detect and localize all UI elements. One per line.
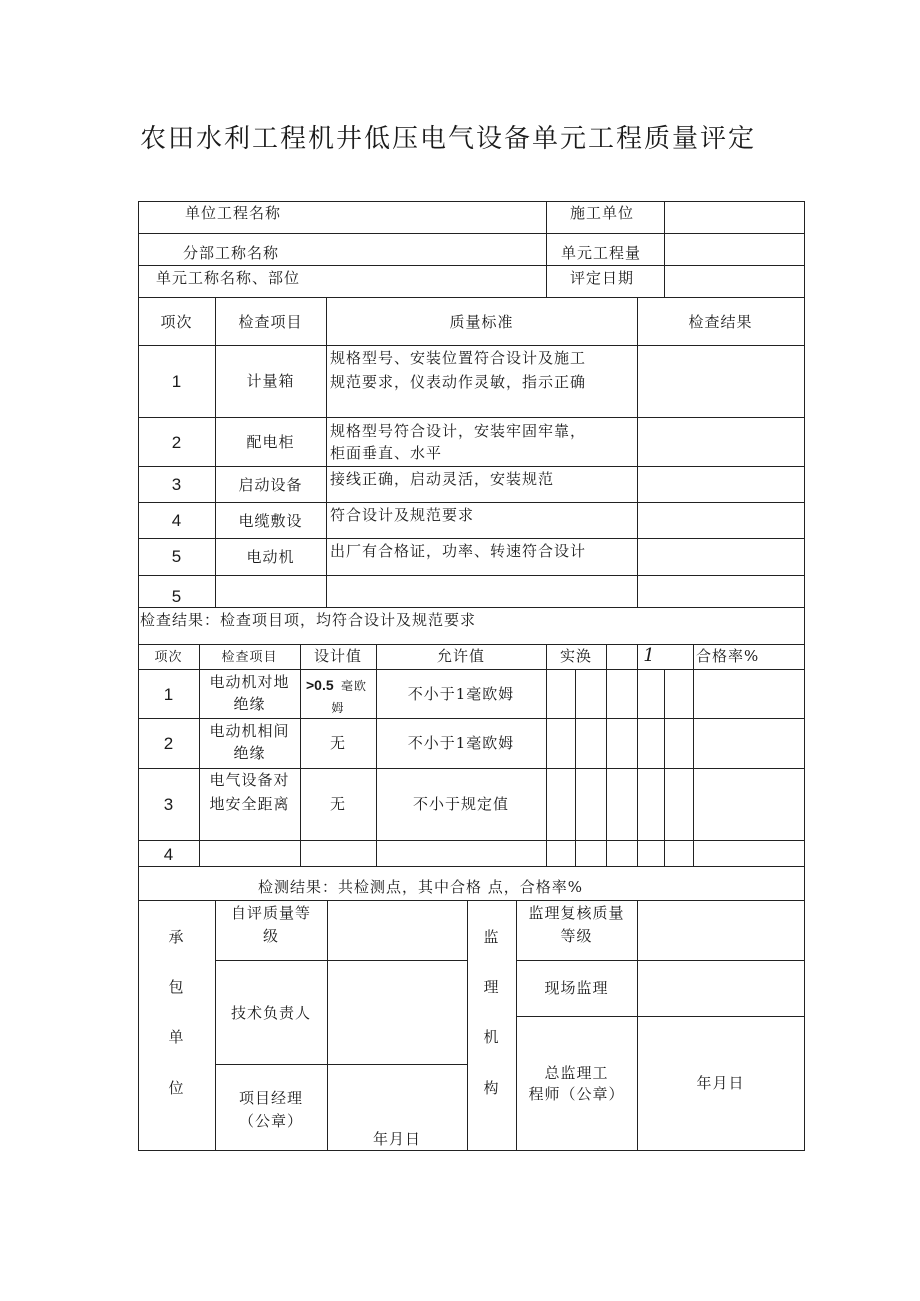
row-allow: 不小于1毫欧姆 [407,734,515,752]
col-standard-header: 质量标准 [449,313,514,331]
construction-unit-label: 施工单位 [570,204,635,222]
row-item: 电缆敷设 [238,512,303,530]
col-result-header: 检查结果 [688,313,753,331]
contractor-char: 单 [168,1028,185,1046]
row-item: 电动机相间 [209,722,290,740]
row-item: 电动机对地 [209,673,290,691]
row-standard: 规格型号符合设计，安装牢固牢靠， [330,422,587,440]
row-no: 4 [171,511,182,530]
project-manager-seal: （公章） [238,1112,303,1130]
contractor-char: 包 [168,978,185,996]
meas-col-mark: 1 [643,645,656,666]
date-left: 年月日 [372,1130,421,1148]
row-design-value: 无 [329,795,346,813]
row-no: 1 [163,685,174,704]
row-no: 3 [163,795,174,814]
meas-col-allow-header: 允许值 [436,647,485,665]
row-design-unit: 毫欧 [341,679,368,693]
supervisor-char: 机 [483,1028,500,1046]
row-standard: 出厂有合格证，功率、转速符合设计 [330,542,587,560]
row-standard: 规格型号、安装位置符合设计及施工 [330,349,587,367]
row-item: 配电柜 [246,433,295,451]
unit-quantity-label: 单元工程量 [561,244,642,262]
row-item-cont: 地安全距离 [209,795,290,813]
division-name-label: 分部工称名称 [183,244,280,262]
row-item: 计量箱 [246,372,295,390]
measurement-summary: 检测结果：共检测点，其中合格 点，合格率% [258,878,584,896]
unit-project-name-label: 单位工程名称 [185,204,282,222]
row-no: 5 [171,587,182,606]
row-item: 电动机 [246,548,295,566]
row-standard-cont: 柜面垂直、水平 [330,444,443,462]
supervisor-char: 构 [483,1079,500,1097]
tech-lead-label: 技术负责人 [230,1004,311,1022]
col-item-header: 检查项目 [238,313,303,331]
review-grade-label: 监理复核质量 [528,904,625,922]
row-design-value: >0.5 [306,677,334,693]
date-right: 年月日 [696,1074,745,1092]
row-standard: 符合设计及规范要求 [330,506,475,524]
self-grade-label-cont: 级 [262,927,279,945]
meas-col-rate-header: 合格率% [696,647,760,665]
eval-date-label: 评定日期 [570,269,635,287]
row-design-unit-cont: 姆 [331,701,345,715]
row-no: 3 [171,475,182,494]
row-standard: 接线正确，启动灵活，安装规范 [330,470,555,488]
row-no: 2 [171,433,182,452]
meas-col-no-header: 项次 [154,650,183,665]
supervisor-char: 理 [483,978,500,996]
meas-col-design-header: 设计值 [313,647,362,665]
review-grade-label-cont: 等级 [560,927,593,945]
chief-engineer-seal: 程师（公章） [528,1085,625,1103]
chief-engineer-label: 总监理工 [544,1064,609,1082]
row-no: 5 [171,547,182,566]
row-item: 电气设备对 [209,771,290,789]
row-item-cont: 绝缘 [233,695,266,713]
inspection-summary: 检查结果：检查项目项，均符合设计及规范要求 [140,611,477,629]
row-item-cont: 绝缘 [233,744,266,762]
row-allow: 不小于1毫欧姆 [407,685,515,703]
site-supervisor-label: 现场监理 [544,979,609,997]
row-no: 2 [163,734,174,753]
row-standard-cont: 规范要求，仪表动作灵敏，指示正确 [330,373,587,391]
unit-name-location-label: 单元工称名称、部位 [156,269,301,287]
row-allow: 不小于规定值 [412,795,509,813]
project-manager-label: 项目经理 [238,1089,303,1107]
contractor-char: 承 [168,928,185,946]
row-design-value: 无 [329,734,346,752]
supervisor-char: 监 [483,928,500,946]
contractor-char: 位 [168,1079,185,1097]
row-item: 启动设备 [238,476,303,494]
meas-col-item-header: 检查项目 [221,650,278,665]
self-grade-label: 自评质量等 [230,904,311,922]
row-no: 1 [171,372,182,391]
col-no-header: 项次 [160,313,193,331]
page-title: 农田水利工程机井低压电气设备单元工程质量评定 [140,124,757,154]
row-no: 4 [163,845,174,864]
meas-col-actual-header: 实涣 [559,647,592,665]
